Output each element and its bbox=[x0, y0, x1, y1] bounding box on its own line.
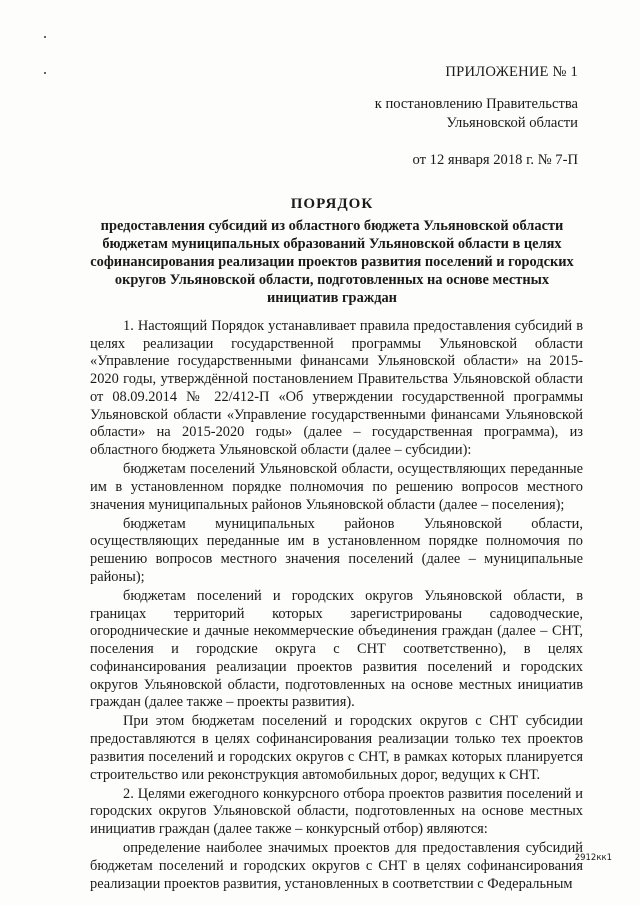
document-body bbox=[90, 318, 583, 895]
resolution-date: от 12 января 2018 г. № 7-П bbox=[412, 152, 578, 168]
paragraph: бюджетам муниципальных районов Ульяновской области, осуществляющих переданные им в установленном порядке полномочия по решению вопросов местного значения поселений (далее – муниципальные районы); bbox=[90, 515, 583, 585]
resolution-line-1: к постановлению Правительства bbox=[374, 96, 578, 112]
resolution-line-2: Ульяновской области bbox=[446, 115, 578, 131]
paragraph: При этом бюджетам поселений и городских округов с СНТ субсидии предоставляются в целях софинансирования реализации только тех проектов развития поселений и городских округов с СНТ, в рамках которых планируется строительство или реконструкция автомобильных дорог, ведущих к СНТ. bbox=[90, 713, 583, 783]
footer-code: 2912кк1 bbox=[574, 853, 612, 863]
paragraph: бюджетам поселений Ульяновской области, осуществляющих переданные им в установленном порядке полномочия по решению вопросов местного значения муниципальных районов Ульяновской области (далее – поселения); bbox=[90, 461, 583, 513]
document-title-block bbox=[84, 196, 580, 307]
scan-dot bbox=[44, 36, 46, 38]
document-title: ПОРЯДОК bbox=[290, 196, 374, 212]
paragraph: 1. Настоящий Порядок устанавливает правила предоставления субсидий в целях реализации государственной программы Ульяновской области «Управление государственными финансами Ульяновской области» на 2015-2020 годы, утверждённой постановлением Правительства Ульяновской области от 08.09.2014 № 22/412-П «Об утверждении государственной программы Ульяновской области «Управление государственными финансами Ульяновской области» на 2015-2020 годы» (далее – государственная программа), из областного бюджета Ульяновской области (далее – субсидии): bbox=[90, 318, 583, 458]
resolution-reference bbox=[375, 95, 578, 133]
scan-dot bbox=[44, 72, 46, 74]
appendix-label: ПРИЛОЖЕНИЕ № 1 bbox=[445, 64, 578, 80]
paragraph: 2. Целями ежегодного конкурсного отбора проектов развития поселений и городских округов Ульяновской области, подготовленных на основе местных инициатив граждан (далее также – конкурсный отбор) являются: bbox=[90, 785, 583, 838]
document-subtitle: предоставления субсидий из областного бюджета Ульяновской области бюджетам муниципальных образований Ульяновской области в целях софинансирования реализации проектов развития поселений и городских округов Ульяновской области, подготовленных на основе местных инициатив граждан bbox=[90, 218, 574, 306]
paragraph: определение наиболее значимых проектов для предоставления субсидий бюджетам поселений и городских округов с СНТ в целях софинансирования реализации проектов развития, установленных в соответствии с Федеральным bbox=[90, 840, 583, 892]
paragraph: бюджетам поселений и городских округов Ульяновской области, в границах территорий которых зарегистрированы садоводческие, огороднические и дачные некоммерческие объединения граждан (далее – СНТ, поселения и городские округа с СНТ соответственно), в целях софинансирования реализации проектов развития поселений и городских округов Ульяновской области, подготовленных на основе местных инициатив граждан (далее также – проекты развития). bbox=[90, 588, 583, 711]
